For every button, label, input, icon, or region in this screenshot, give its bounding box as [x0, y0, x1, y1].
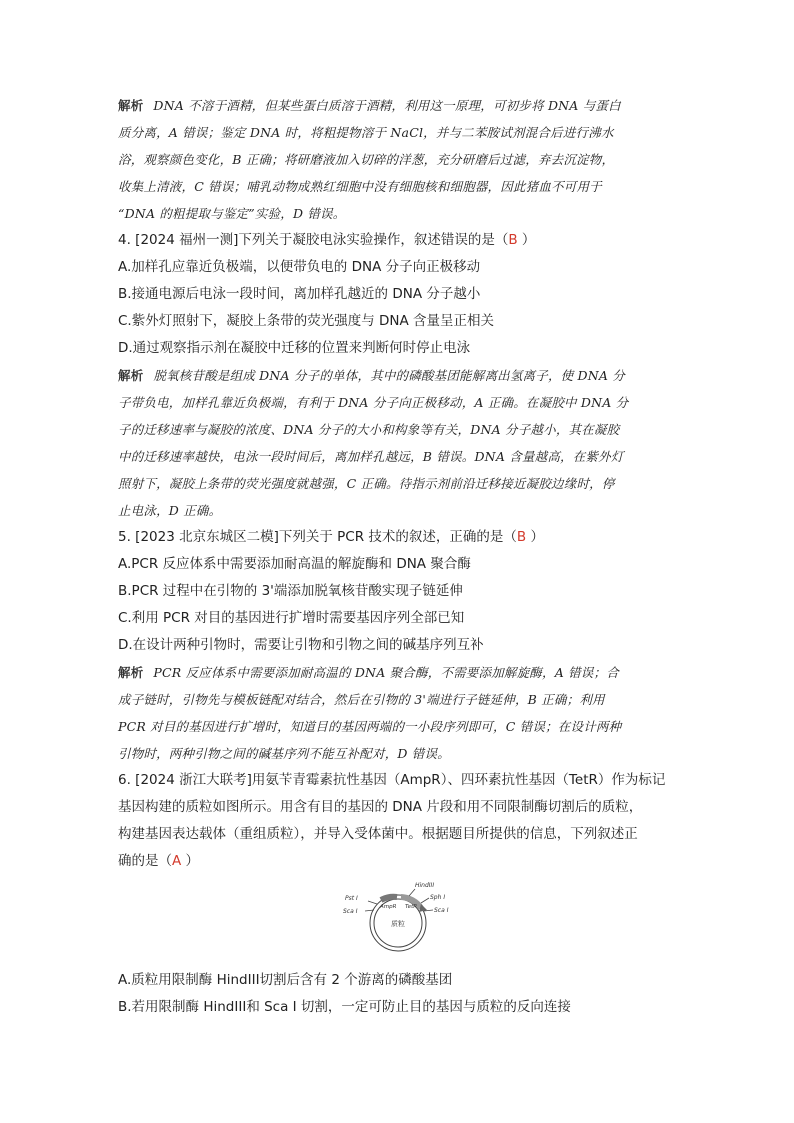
q4-explanation-line: 解析 脱氧核苷酸是组成 DNA 分子的单体，其中的磷酸基团能解离出氢离子，使 DNA 分: [118, 368, 625, 383]
q4-explanation-line: 子的迁移速率与凝胶的浓度、DNA 分子的大小和构象等有关，DNA 分子越小，其在凝胶: [118, 422, 620, 437]
explanation-label: 解析: [118, 98, 144, 113]
pst-site-marker: [368, 901, 377, 904]
q6-option-a: A.质粒用限制酶 HindIII切割后含有 2 个游离的磷酸基团: [118, 972, 453, 988]
pst-label: Pst I: [345, 895, 358, 902]
q4-option-c: C.紫外灯照射下，凝胶上条带的荧光强度与 DNA 含量呈正相关: [118, 313, 495, 329]
q6-stem-line: 6. [2024 浙江大联考]用氨苄青霉素抗性基因（AmpR）、四环素抗性基因（TetR）作为标记: [118, 772, 666, 788]
sph-label: Sph I: [430, 894, 446, 901]
q6-stem-line: 构建基因表达载体（重组质粒），并导入受体菌中。根据题目所提供的信息，下列叙述正: [118, 826, 638, 842]
q3-explanation-line: 浴，观察颜色变化，B 正确；将研磨液加入切碎的洋葱，充分研磨后过滤，弃去沉淀物，: [118, 152, 615, 167]
plasmid-figure: [118, 877, 678, 965]
q6-stem-line: 确的是（A ）: [118, 853, 200, 869]
q4-option-a: A.加样孔应靠近负极端，以便带负电的 DNA 分子向正极移动: [118, 259, 481, 275]
q5-option-d: D.在设计两种引物时，需要让引物和引物之间的碱基序列互补: [118, 637, 484, 653]
q4-option-b: B.接通电源后电泳一段时间，离加样孔越近的 DNA 分子越小: [118, 286, 481, 302]
q5-stem: 5. [2023 北京东城区二模]下列关于 PCR 技术的叙述，正确的是（B ）: [118, 529, 544, 545]
explanation-label: 解析: [118, 368, 144, 383]
q4-option-d: D.通过观察指示剂在凝胶中迁移的位置来判断何时停止电泳: [118, 340, 471, 356]
page-content: [118, 92, 678, 1021]
q3-explanation-line: 质分离，A 错误；鉴定 DNA 时，将粗提物溶于 NaCl，并与二苯胺试剂混合后进行沸水: [118, 125, 614, 140]
q6-option-b: B.若用限制酶 HindIII和 Sca I 切割，一定可防止目的基因与质粒的反向连接: [118, 999, 571, 1015]
q4-explanation-line: 子带负电，加样孔靠近负极端，有利于 DNA 分子向正极移动，A 正确。在凝胶中 DNA 分: [118, 395, 629, 410]
q6-stem-line: 基因构建的质粒如图所示。用含有目的基因的 DNA 片段和用不同限制酶切割后的质粒，: [118, 799, 643, 815]
q5-explanation-line: PCR 对目的基因进行扩增时，知道目的基因两端的一小段序列即可，C 错误；在设计两种: [118, 719, 622, 734]
q5-option-b: B.PCR 过程中在引物的 3'端添加脱氧核苷酸实现子链延伸: [118, 583, 463, 599]
hind-label: HindIII: [415, 882, 435, 889]
q4-explanation-line: 止电泳，D 正确。: [118, 503, 222, 518]
q4-explanation: [118, 362, 678, 524]
q3-explanation: [118, 92, 678, 227]
q4-explanation-line: 中的迁移速率越快，电泳一段时间后，离加样孔越远，B 错误。DNA 含量越高，在紫外灯: [118, 449, 624, 464]
q6-answer: A: [172, 853, 182, 869]
tet-label: TetR: [405, 904, 418, 910]
q5-option-c: C.利用 PCR 对目的基因进行扩增时需要基因序列全部已知: [118, 610, 465, 626]
q3-explanation-line: “DNA 的粗提取与鉴定”实验，D 错误。: [118, 206, 346, 221]
q5-explanation-line: 解析 PCR 反应体系中需要添加耐高温的 DNA 聚合酶，不需要添加解旋酶，A 错误；合: [118, 665, 619, 680]
q5-option-a: A.PCR 反应体系中需要添加耐高温的解旋酶和 DNA 聚合酶: [118, 556, 471, 572]
sph-site-marker: [421, 898, 429, 903]
hind-site-marker: [409, 889, 415, 896]
q4-explanation-line: 照射下，凝胶上条带的荧光强度就越强，C 正确。待指示剂前沿迁移接近凝胶边缘时，停: [118, 476, 615, 491]
sca-label-right: Sca I: [434, 907, 449, 914]
q5-explanation: [118, 659, 678, 767]
amp-label: AmpR: [380, 904, 397, 910]
q5-answer: B: [516, 529, 527, 545]
q5-explanation-line: 成子链时，引物先与模板链配对结合，然后在引物的 3'端进行子链延伸，B 正确；利用: [118, 692, 605, 707]
q4-stem: 4. [2024 福州一测]下列关于凝胶电泳实验操作，叙述错误的是（B ）: [118, 232, 536, 248]
plasmid-center-label: 质粒: [391, 920, 405, 928]
explanation-label: 解析: [118, 665, 144, 680]
q3-explanation-line: 解析 DNA 不溶于酒精，但某些蛋白质溶于酒精，利用这一原理，可初步将 DNA 与蛋白: [118, 98, 621, 113]
amp-gene-arc: [381, 897, 397, 900]
q5-explanation-line: 引物时，两种引物之间的碱基序列不能互补配对，D 错误。: [118, 746, 450, 761]
sca-label-left: Sca I: [343, 908, 358, 915]
q3-explanation-line: 收集上清液，C 错误；哺乳动物成熟红细胞中没有细胞核和细胞器，因此猪血不可用于: [118, 179, 602, 194]
q4-answer: B: [508, 232, 518, 248]
plasmid-diagram: [323, 877, 473, 961]
